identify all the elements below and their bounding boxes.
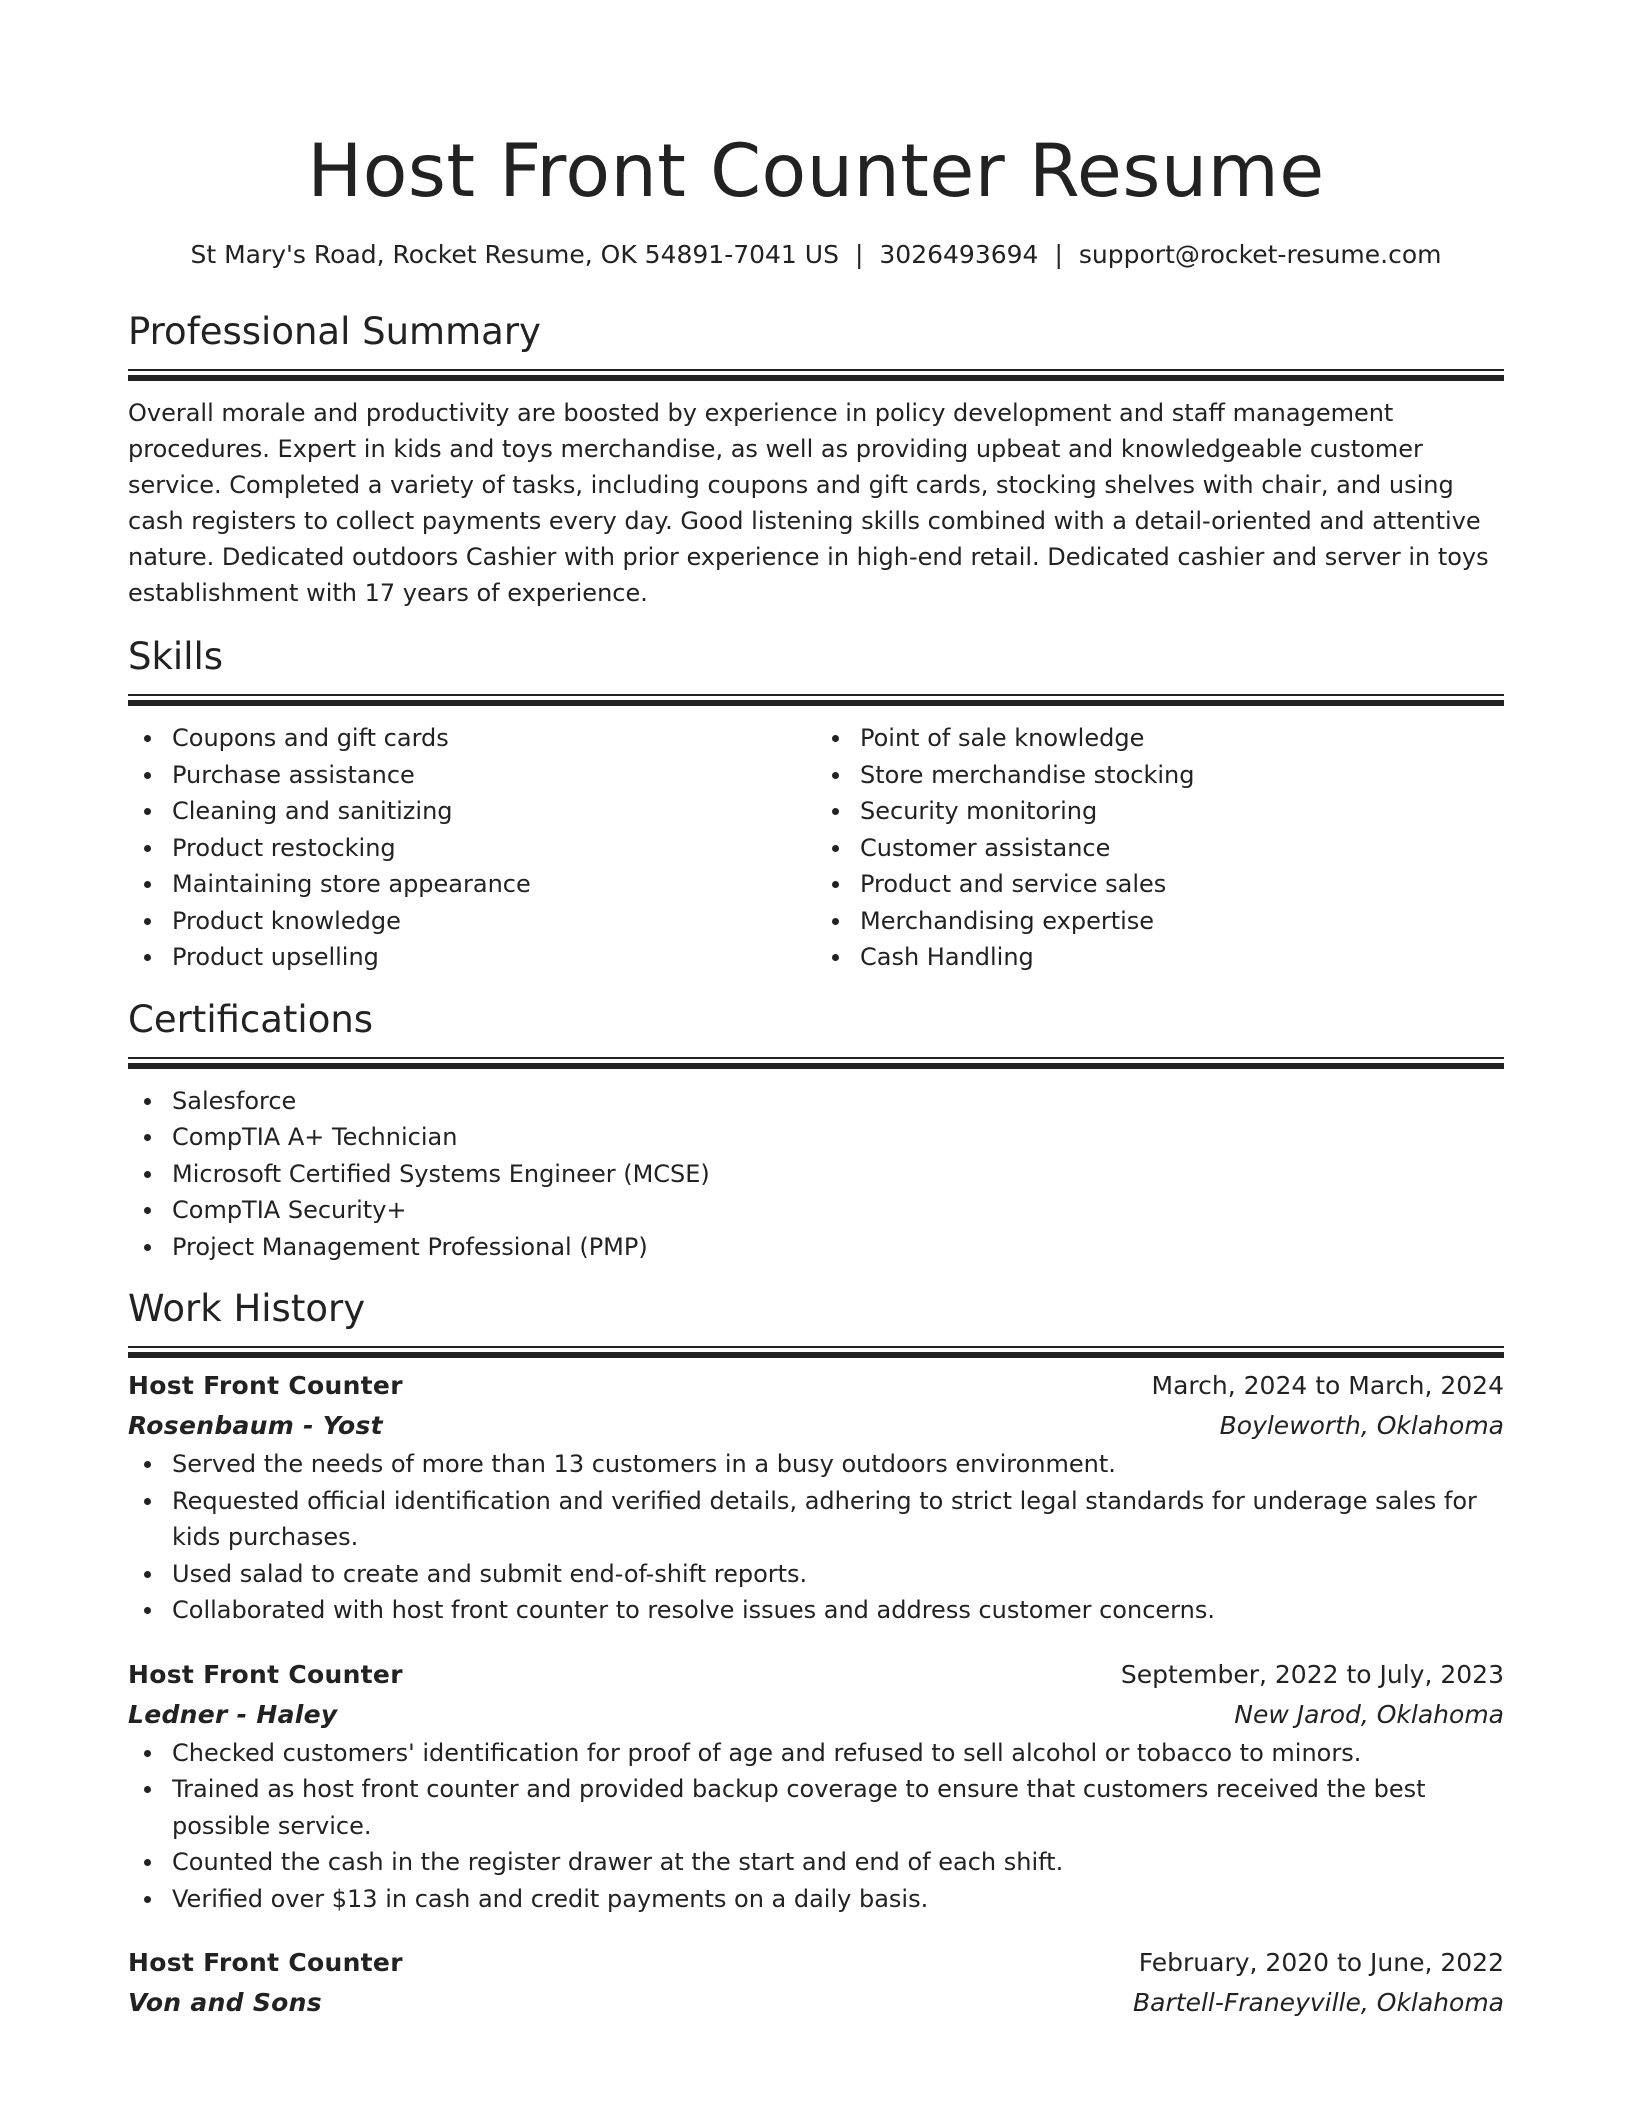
skills-section xyxy=(128,633,1504,976)
job-title: Host Front Counter xyxy=(128,1659,403,1689)
job-company: Von and Sons xyxy=(128,1988,322,2017)
section-divider xyxy=(128,1057,1504,1069)
skill-item: Point of sale knowledge xyxy=(816,720,1504,757)
job-bullet: Verified over $13 in cash and credit payments on a daily basis. xyxy=(128,1881,1504,1918)
skill-item: Merchandising expertise xyxy=(816,903,1504,940)
job-header xyxy=(128,1366,1504,1406)
job-company: Ledner - Haley xyxy=(128,1699,338,1729)
job-dates: September, 2022 to July, 2023 xyxy=(1120,1659,1504,1689)
job-dates: March, 2024 to March, 2024 xyxy=(1151,1371,1504,1400)
contact-phone: 3026493694 xyxy=(879,240,1039,269)
skill-item: Cash Handling xyxy=(816,939,1504,976)
section-divider xyxy=(128,1346,1504,1358)
job-bullet: Collaborated with host front counter to resolve issues and address customer concerns. xyxy=(128,1592,1504,1629)
job-entry xyxy=(128,1943,1504,2023)
skill-item: Cleaning and sanitizing xyxy=(128,793,816,830)
certification-item: Project Management Professional (PMP) xyxy=(128,1229,1504,1266)
job-subheader xyxy=(128,1406,1504,1446)
skill-item: Store merchandise stocking xyxy=(816,757,1504,794)
skill-item: Purchase assistance xyxy=(128,757,816,794)
job-bullet: Requested official identification and verified details, adhering to strict legal standards for underage sales for kids purchases. xyxy=(128,1483,1504,1556)
skill-item: Product upselling xyxy=(128,939,816,976)
skill-item: Coupons and gift cards xyxy=(128,720,816,757)
section-divider xyxy=(128,694,1504,706)
job-bullet: Trained as host front counter and provided backup coverage to ensure that customers received the best possible service. xyxy=(128,1771,1504,1844)
job-header xyxy=(128,1655,1504,1695)
work-history-section xyxy=(128,1285,1504,2023)
skills-grid xyxy=(128,720,1504,976)
job-bullet: Counted the cash in the register drawer at the start and end of each shift. xyxy=(128,1844,1504,1881)
job-location: Bartell-Franeyville, Oklahoma xyxy=(1133,1988,1504,2017)
skill-item: Product and service sales xyxy=(816,866,1504,903)
certifications-heading: Certifications xyxy=(128,997,374,1041)
contact-separator: | xyxy=(1054,240,1063,269)
skills-right-list xyxy=(816,720,1504,976)
certification-item: Microsoft Certified Systems Engineer (MCSE) xyxy=(128,1156,1504,1193)
job-bullet: Checked customers' identification for proof of age and refused to sell alcohol or tobacco to minors. xyxy=(128,1735,1504,1772)
job-header xyxy=(128,1943,1504,1983)
certifications-list xyxy=(128,1083,1504,1266)
job-entry xyxy=(128,1655,1504,1918)
summary-section xyxy=(128,308,1504,611)
job-bullet: Used salad to create and submit end-of-shift reports. xyxy=(128,1556,1504,1593)
summary-text: Overall morale and productivity are boosted by experience in policy development and staff management procedures. Expert in kids and toys merchandise, as well as providing upbeat and knowledgeable customer service. Completed a variety of tasks, including coupons and gift cards, stocking shelves with chair, and using cash registers to collect payments every day. Good listening skills combined with a detail-oriented and attentive nature. Dedicated outdoors Cashier with prior experience in high-end retail. Dedicated cashier and server in toys establishment with 17 years of experience. xyxy=(128,399,1489,607)
job-location: Boyleworth, Oklahoma xyxy=(1219,1411,1504,1440)
skills-heading: Skills xyxy=(128,635,224,678)
resume-title: Host Front Counter Resume xyxy=(307,129,1325,214)
section-divider xyxy=(128,369,1504,381)
certification-item: CompTIA Security+ xyxy=(128,1192,1504,1229)
job-bullets xyxy=(128,1446,1504,1629)
skill-item: Maintaining store appearance xyxy=(128,866,816,903)
contact-address: St Mary's Road, Rocket Resume, OK 54891-7041 US xyxy=(190,240,839,269)
certification-item: Salesforce xyxy=(128,1083,1504,1120)
job-bullet: Served the needs of more than 13 customers in a busy outdoors environment. xyxy=(128,1446,1504,1483)
certification-item: CompTIA A+ Technician xyxy=(128,1119,1504,1156)
job-subheader xyxy=(128,1695,1504,1735)
contact-line xyxy=(128,238,1504,272)
job-location: New Jarod, Oklahoma xyxy=(1234,1699,1504,1729)
job-company: Rosenbaum - Yost xyxy=(128,1411,383,1440)
job-entry xyxy=(128,1366,1504,1629)
job-subheader xyxy=(128,1983,1504,2023)
job-title: Host Front Counter xyxy=(128,1371,403,1400)
skill-item: Product knowledge xyxy=(128,903,816,940)
skill-item: Customer assistance xyxy=(816,830,1504,867)
contact-separator: | xyxy=(854,240,864,269)
job-title: Host Front Counter xyxy=(128,1948,403,1977)
job-bullets xyxy=(128,1735,1504,1918)
contact-email[interactable]: support@rocket-resume.com xyxy=(1078,240,1442,269)
summary-heading: Professional Summary xyxy=(128,310,541,353)
skills-left-list xyxy=(128,720,816,976)
work-history-heading: Work History xyxy=(128,1287,366,1330)
certifications-section xyxy=(128,996,1504,1266)
skill-item: Product restocking xyxy=(128,830,816,867)
job-dates: February, 2020 to June, 2022 xyxy=(1138,1948,1504,1977)
skill-item: Security monitoring xyxy=(816,793,1504,830)
